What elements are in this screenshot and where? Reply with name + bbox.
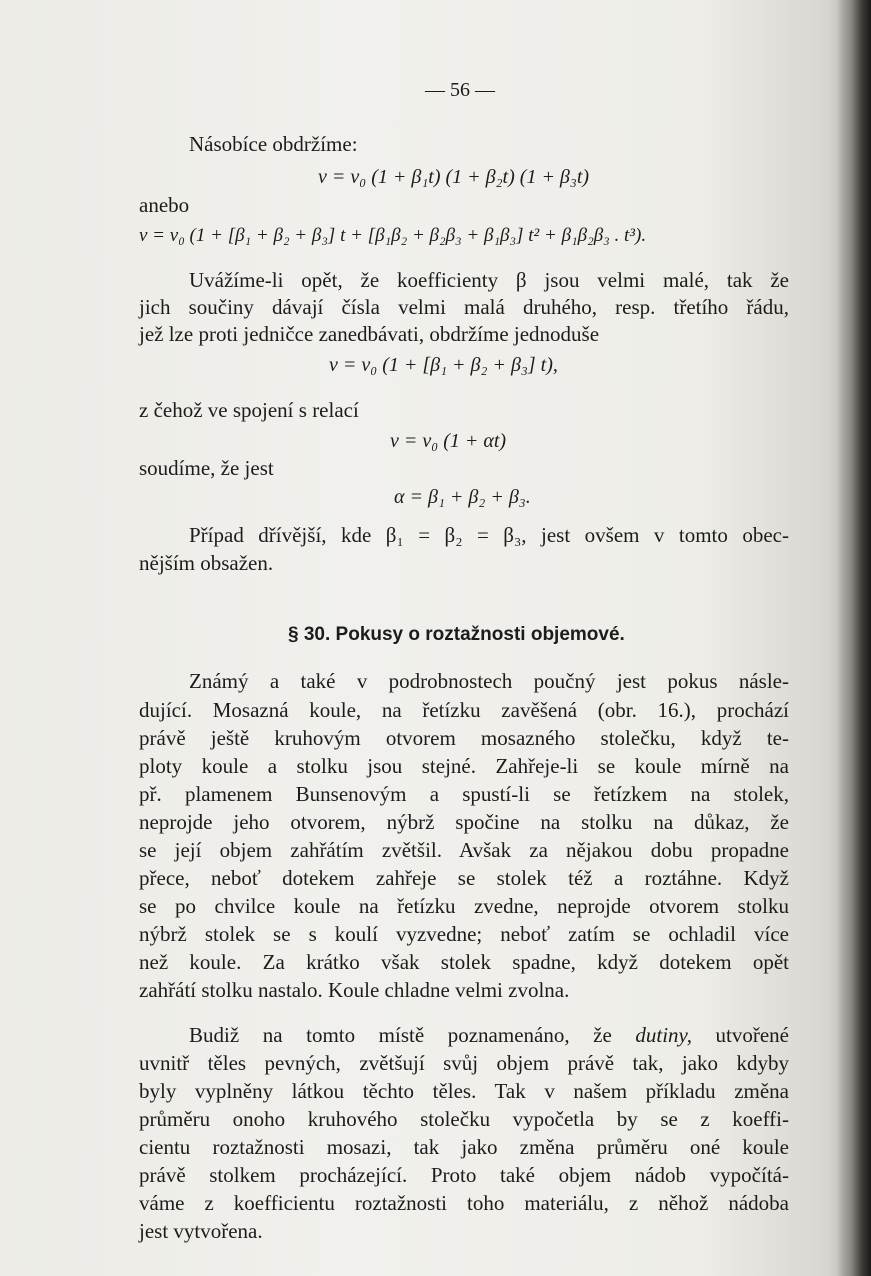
equation-1: v = v₀ (1 + β₁t) (1 + β₂t) (1 + β₃t): [318, 166, 590, 188]
paragraph-4-line: právě stolkem procházející. Proto také objem nádob vypočítá-: [139, 1163, 789, 1187]
paragraph-4-line: jest vytvořena.: [139, 1219, 263, 1243]
paragraph-3-line: ploty koule a stolku jsou stejné. Zahřeje-li se koule mírně na: [139, 754, 789, 778]
equation-5: α = β₁ + β₂ + β₃.: [394, 486, 531, 508]
anebo-text: anebo: [139, 193, 190, 217]
soudime-text: soudíme, že jest: [139, 456, 274, 480]
paragraph-3-line: se po chvilce koule na řetízku zvedne, neprojde otvorem stolku: [139, 894, 789, 918]
paragraph-3-line: nýbrž stolek se s koulí vyzvedne; neboť zatím se ochladil více: [139, 922, 789, 946]
page-gutter-shadow: [837, 0, 871, 1276]
paragraph-3-line: než koule. Za krátko však stolek spadne, když dotekem opět: [139, 950, 789, 974]
paragraph-3-line: právě ještě kruhovým otvorem mosazného stolečku, když te-: [139, 726, 789, 750]
equation-2: v = v₀ (1 + [β₁ + β₂ + β₃] t + [β₁β₂ + β₂β₃ + β₁β₃] t² + β₁β₂β₃ . t³).: [139, 225, 647, 246]
paragraph-4-line: uvnitř těles pevných, zvětšují svůj objem právě tak, jako kdyby: [139, 1051, 789, 1075]
paragraph-4-line: byly vyplněny látkou těchto těles. Tak v našem příkladu změna: [139, 1079, 789, 1103]
paragraph-4-line: průměru onoho kruhového stolečku vypočetla by se z koeffi-: [139, 1107, 789, 1131]
paragraph-3-line: dující. Mosazná koule, na řetízku zavěšená (obr. 16.), prochází: [139, 698, 789, 722]
zcehoz-text: z čehož ve spojení s relací: [139, 398, 359, 422]
paragraph-4-line: [189, 1022, 789, 1048]
equation-4: v = v₀ (1 + αt): [390, 430, 507, 452]
paragraph-1-line: jež lze proti jedničce zanedbávati, obdržíme jednoduše: [139, 322, 600, 346]
paragraph-2-line: Případ dřívější, kde β₁ = β₂ = β₃, jest ovšem v tomto obec-: [189, 523, 789, 547]
paragraph-3-line: zahřátí stolku nastalo. Koule chladne velmi zvolna.: [139, 978, 570, 1002]
page-number: — 56 —: [425, 79, 495, 101]
paragraph-3-line: neprojde jeho otvorem, nýbrž spočine na stolku na důkaz, že: [139, 810, 789, 834]
paragraph-4-line: cientu roztažnosti mosazi, tak jako změna průměru oné koule: [139, 1135, 789, 1159]
paragraph-4-text: utvořené: [691, 1023, 789, 1047]
paragraph-3-line: přece, neboť dotekem zahřeje se stolek též a roztáhne. Když: [139, 866, 789, 890]
section-heading: § 30. Pokusy o roztažnosti objemové.: [288, 624, 625, 645]
paragraph-3-line: Známý a také v podrobnostech poučný jest pokus násle-: [189, 669, 789, 693]
emphasis-dutiny: dutiny,: [635, 1023, 692, 1047]
paragraph-3-line: př. plamenem Bunsenovým a spustí-li se řetízkem na stolek,: [139, 782, 789, 806]
paragraph-1-line: Uvážíme-li opět, že koefficienty β jsou velmi malé, tak že: [189, 268, 789, 292]
equation-3: v = v₀ (1 + [β₁ + β₂ + β₃] t),: [329, 354, 558, 376]
paragraph-1-line: jich součiny dávají čísla velmi malá druhého, resp. třetího řádu,: [139, 295, 789, 319]
intro-text: Násobíce obdržíme:: [189, 132, 358, 156]
paragraph-2-line: nějším obsažen.: [139, 551, 274, 575]
paragraph-4-text: Budiž na tomto místě poznamenáno, že: [189, 1023, 636, 1047]
paragraph-3-line: se její objem zahřátím zvětšil. Avšak za nějakou dobu propadne: [139, 838, 789, 862]
paragraph-4-line: váme z koefficientu roztažnosti toho materiálu, z něhož nádoba: [139, 1191, 789, 1215]
